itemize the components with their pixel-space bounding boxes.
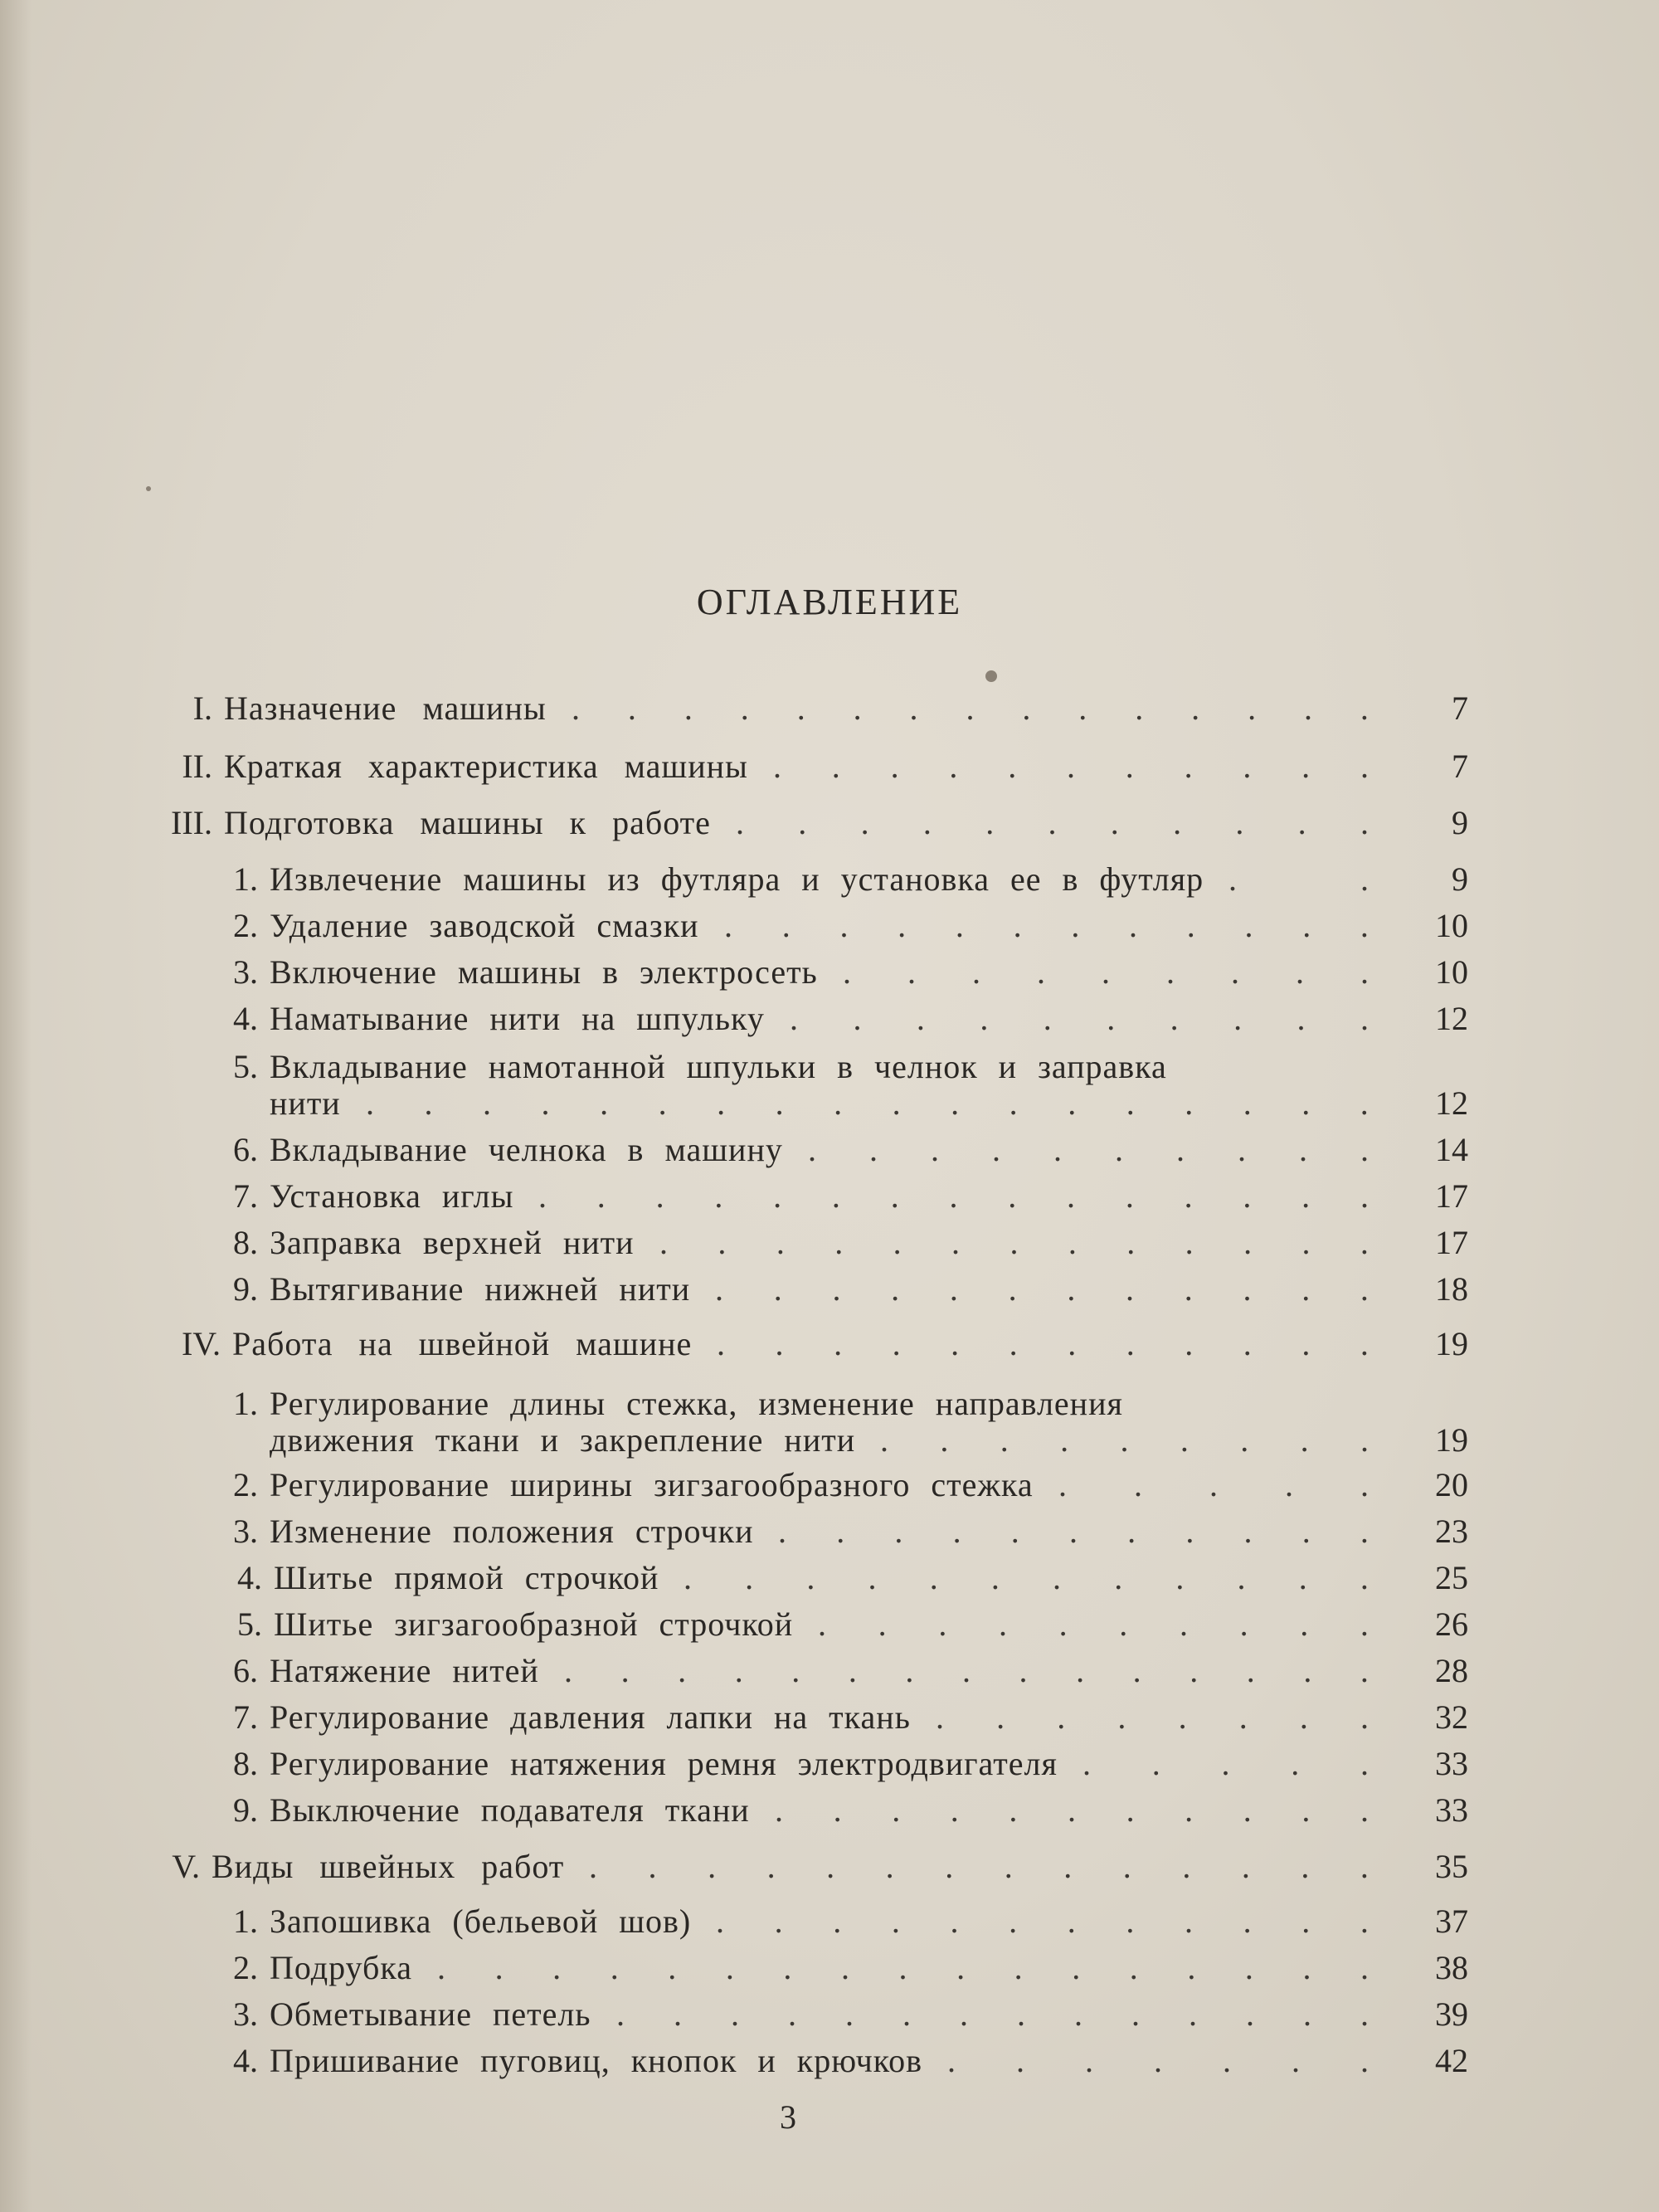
toc-item-page: 9: [1452, 860, 1468, 898]
toc-item: [233, 1945, 1468, 1991]
toc-chapter: [181, 1321, 1468, 1367]
toc-item-number: V.: [172, 1848, 200, 1885]
toc-item-number: 4.: [233, 2042, 258, 2079]
toc-item-title: Виды швейных работ: [212, 1848, 565, 1885]
toc-leader-dots: . . . . . . . . . . . . . .: [589, 1848, 1369, 1885]
toc-item-number: 4.: [237, 1559, 262, 1596]
toc-item: [233, 1044, 1468, 1127]
toc-leader-dots: . . . . . . . . . . . .: [717, 1325, 1369, 1362]
toc-item-page: 33: [1435, 1745, 1468, 1782]
toc-item-number: 2.: [233, 1466, 258, 1503]
toc-item-title-continued: движения ткани и закрепление нити: [270, 1421, 856, 1459]
toc-item-page: 12: [1435, 1084, 1468, 1122]
toc-item: [237, 1601, 1468, 1648]
toc-item: [233, 996, 1468, 1042]
toc-item-number: 8.: [233, 1224, 258, 1261]
toc-item-title: Выключение подавателя ткани: [270, 1791, 750, 1829]
toc-item-number: III.: [171, 804, 212, 841]
toc-item-page: 19: [1435, 1421, 1468, 1459]
toc-item: [233, 1741, 1468, 1787]
toc-item: [233, 2038, 1468, 2084]
toc-leader-dots: . . . . . . . . . . . .: [684, 1559, 1369, 1596]
toc-item-page: 37: [1435, 1903, 1468, 1940]
toc-leader-dots: . . . . . . . . . . .: [775, 1791, 1369, 1829]
toc-item-number: 5.: [233, 1048, 258, 1085]
toc-item-number: I.: [192, 689, 212, 727]
toc-item-number: 9.: [233, 1791, 258, 1829]
toc-leader-dots: . . . . . . . . . . .: [736, 804, 1369, 841]
toc-chapter: [172, 1844, 1468, 1890]
toc-item: [233, 1462, 1468, 1508]
toc-item-page: 18: [1435, 1270, 1468, 1308]
toc-leader-dots: . . . . . . . . . . .: [773, 748, 1369, 785]
toc-item-number: 3.: [233, 1995, 258, 2033]
toc-item-title: Работа на швейной машине: [232, 1325, 693, 1362]
toc-item-title: Заправка верхней нити: [270, 1224, 635, 1261]
toc-item: [233, 1508, 1468, 1555]
toc-item-title: Вкладывание намотанной шпульки в челнок и заправка: [270, 1048, 1167, 1085]
toc-item-number: 7.: [233, 1177, 258, 1215]
toc-item-title: Запошивка (бельевой шов): [270, 1903, 692, 1940]
toc-item-title: Установка иглы: [270, 1177, 514, 1215]
toc-item-page: 17: [1435, 1224, 1468, 1261]
toc-item-title: Назначение машины: [224, 689, 547, 727]
toc-chapter: [192, 685, 1468, 732]
toc-leader-dots: . . . . . . . . . . . . . . . . .: [437, 1949, 1369, 1986]
toc-item-number: 3.: [233, 1513, 258, 1550]
toc-item-title: Регулирование давления лапки на ткань: [270, 1698, 911, 1736]
toc-item-page: 42: [1435, 2042, 1468, 2079]
toc-item: [237, 1555, 1468, 1601]
toc-item-number: 7.: [233, 1698, 258, 1736]
toc-item-title: Регулирование натяжения ремня электродвигателя: [270, 1745, 1058, 1782]
toc-item-title: Включение машины в электросеть: [270, 953, 818, 991]
toc-item-title: Шитье зигзагообразной строчкой: [274, 1605, 794, 1643]
toc-leader-dots: . . . . .: [1082, 1745, 1369, 1782]
toc-item: [233, 1898, 1468, 1945]
toc-item: [233, 1220, 1468, 1266]
toc-item-title: Вытягивание нижней нити: [270, 1270, 691, 1308]
toc-leader-dots: . . . . . . . . . . . . . .: [616, 1995, 1369, 2033]
toc-leader-dots: . . . . . . . . . . . .: [716, 1903, 1369, 1940]
toc-leader-dots: . . . . . . . . . .: [818, 1605, 1369, 1643]
toc-item-title-continued: нити: [270, 1084, 341, 1122]
toc-item-page: 10: [1435, 953, 1468, 991]
toc-item-page: 28: [1435, 1652, 1468, 1689]
toc-leader-dots: . . . . . . . . . . . . .: [659, 1224, 1369, 1261]
toc-item-number: 3.: [233, 953, 258, 991]
toc-item-title: Наматывание нити на шпульку: [270, 1000, 765, 1037]
toc-item: [233, 1787, 1468, 1834]
toc-item-page: 12: [1435, 1000, 1468, 1037]
toc-item-title: Пришивание пуговиц, кнопок и крючков: [270, 2042, 922, 2079]
toc-item: [233, 1381, 1468, 1464]
toc-item-title: Регулирование ширины зигзагообразного стежка: [270, 1466, 1034, 1503]
paper-speck: [985, 670, 997, 682]
toc-item: [233, 856, 1468, 903]
toc-chapter: [171, 800, 1468, 846]
toc-item-page: 7: [1452, 748, 1468, 785]
page-number: 3: [780, 2098, 796, 2136]
toc-item-title: Удаление заводской смазки: [270, 907, 699, 944]
toc-leader-dots: . . . . . . . . . . . .: [715, 1270, 1369, 1308]
toc-leader-dots: . . . . . . . . . . . . . . .: [572, 689, 1369, 727]
toc-item-page: 38: [1435, 1949, 1468, 1986]
toc-item-number: 4.: [233, 1000, 258, 1037]
toc-item-page: 14: [1435, 1131, 1468, 1168]
toc-leader-dots: . . . . . . . . .: [880, 1421, 1369, 1459]
toc-item: [233, 1266, 1468, 1313]
toc-item-title: Краткая характеристика машины: [224, 748, 748, 785]
toc-chapter: [182, 743, 1468, 790]
toc-leader-dots: . . . . . . .: [947, 2042, 1369, 2079]
toc-item-page: 35: [1435, 1848, 1468, 1885]
toc-item-number: II.: [182, 748, 212, 785]
toc-title: ОГЛАВЛЕНИЕ: [696, 582, 963, 622]
toc-leader-dots: . . . . . . . . . .: [808, 1131, 1369, 1168]
toc-item-title: Шитье прямой строчкой: [274, 1559, 659, 1596]
toc-item-number: IV.: [181, 1325, 221, 1362]
toc-item-title: Натяжение нитей: [270, 1652, 539, 1689]
toc-item-number: 2.: [233, 907, 258, 944]
toc-leader-dots: . . . . . . . . . .: [790, 1000, 1369, 1037]
toc-leader-dots: . . . . . . . . . . . . . . .: [538, 1177, 1369, 1215]
toc-item-page: 32: [1435, 1698, 1468, 1736]
toc-item-number: 9.: [233, 1270, 258, 1308]
toc-item-title: Изменение положения строчки: [270, 1513, 754, 1550]
toc-item-title: Регулирование длины стежка, изменение направления: [270, 1385, 1123, 1422]
toc-item-number: 2.: [233, 1949, 258, 1986]
toc-item-page: 7: [1452, 689, 1468, 727]
toc-item-number: 1.: [233, 1903, 258, 1940]
toc-item: [233, 1648, 1468, 1694]
toc-item-page: 9: [1452, 804, 1468, 841]
toc-leader-dots: . . . . . . . . . . . .: [724, 907, 1369, 944]
toc-item-page: 25: [1435, 1559, 1468, 1596]
toc-item-number: 1.: [233, 860, 258, 898]
toc-item-number: 5.: [237, 1605, 262, 1643]
toc-leader-dots: . .: [1228, 860, 1369, 898]
toc-item-title: Обметывание петель: [270, 1995, 591, 2033]
toc-leader-dots: . . . . . . . . . . . . . . . . . .: [366, 1084, 1369, 1122]
toc-item-page: 23: [1435, 1513, 1468, 1550]
toc-item-number: 8.: [233, 1745, 258, 1782]
toc-leader-dots: . . . . .: [1058, 1466, 1369, 1503]
toc-item-number: 6.: [233, 1131, 258, 1168]
toc-leader-dots: . . . . . . . .: [936, 1698, 1369, 1736]
toc-item-number: 1.: [233, 1385, 258, 1422]
toc-item: [233, 1127, 1468, 1173]
toc-item: [233, 1173, 1468, 1220]
toc-item-number: 6.: [233, 1652, 258, 1689]
toc-item-title: Извлечение машины из футляра и установка ее в футляр: [270, 860, 1204, 898]
toc-item-page: 20: [1435, 1466, 1468, 1503]
toc-item: [233, 1694, 1468, 1741]
toc-item-page: 33: [1435, 1791, 1468, 1829]
toc-leader-dots: . . . . . . . . . . . . . . .: [564, 1652, 1369, 1689]
toc-item: [233, 903, 1468, 949]
toc-item-page: 26: [1435, 1605, 1468, 1643]
paper-speck: [146, 486, 151, 491]
toc-item-title: Подготовка машины к работе: [224, 804, 711, 841]
toc-leader-dots: . . . . . . . . . . .: [778, 1513, 1369, 1550]
toc-item-page: 10: [1435, 907, 1468, 944]
toc-item-page: 39: [1435, 1995, 1468, 2033]
toc-item-title: Подрубка: [270, 1949, 412, 1986]
toc-item-title: Вкладывание челнока в машину: [270, 1131, 783, 1168]
toc-item-page: 19: [1435, 1325, 1468, 1362]
toc-item-page: 17: [1435, 1177, 1468, 1215]
toc-item: [233, 1991, 1468, 2038]
toc-item: [233, 949, 1468, 996]
toc-leader-dots: . . . . . . . . .: [843, 953, 1369, 991]
